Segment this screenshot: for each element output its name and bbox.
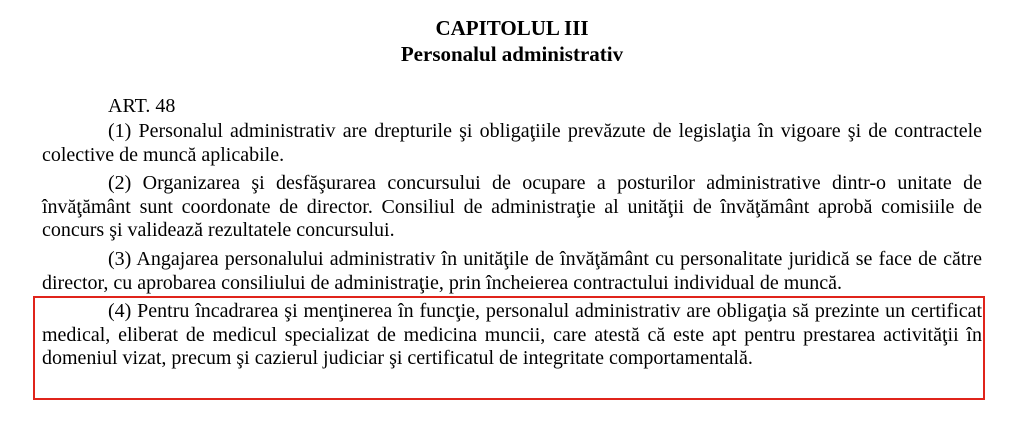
chapter-subtitle: Personalul administrativ xyxy=(400,42,624,66)
article-paragraph-2: (2) Organizarea şi desfăşurarea concursului de ocupare a posturilor administrative dintr-o unitate de învăţământ sunt coordonate de director. Consiliul de administraţie al unităţii de învăţământ aprobă comisiile de concurs şi validează rezultatele concursului. xyxy=(42,172,982,241)
article-label: ART. 48 xyxy=(108,95,176,117)
article-paragraph-4: (4) Pentru încadrarea şi menţinerea în funcţie, personalul administrativ are obligaţia să prezinte un certificat medical, eliberat de medicul specializat de medicina muncii, care atestă că este apt pentru prestarea activităţii în domeniul vizat, precum şi cazierul judiciar şi certificatul de integritate comportamentală. xyxy=(42,300,982,369)
highlight-box xyxy=(33,296,985,400)
article-paragraph-1: (1) Personalul administrativ are drepturile şi obligaţiile prevăzute de legislaţia în vigoare şi de contractele colective de muncă aplicabile. xyxy=(42,120,982,166)
article-paragraph-3: (3) Angajarea personalului administrativ în unităţile de învăţământ cu personalitate juridică se face de către director, cu aprobarea consiliului de administraţie, prin încheierea contractului individual de muncă. xyxy=(42,248,982,294)
chapter-title: CAPITOLUL III xyxy=(435,16,589,40)
